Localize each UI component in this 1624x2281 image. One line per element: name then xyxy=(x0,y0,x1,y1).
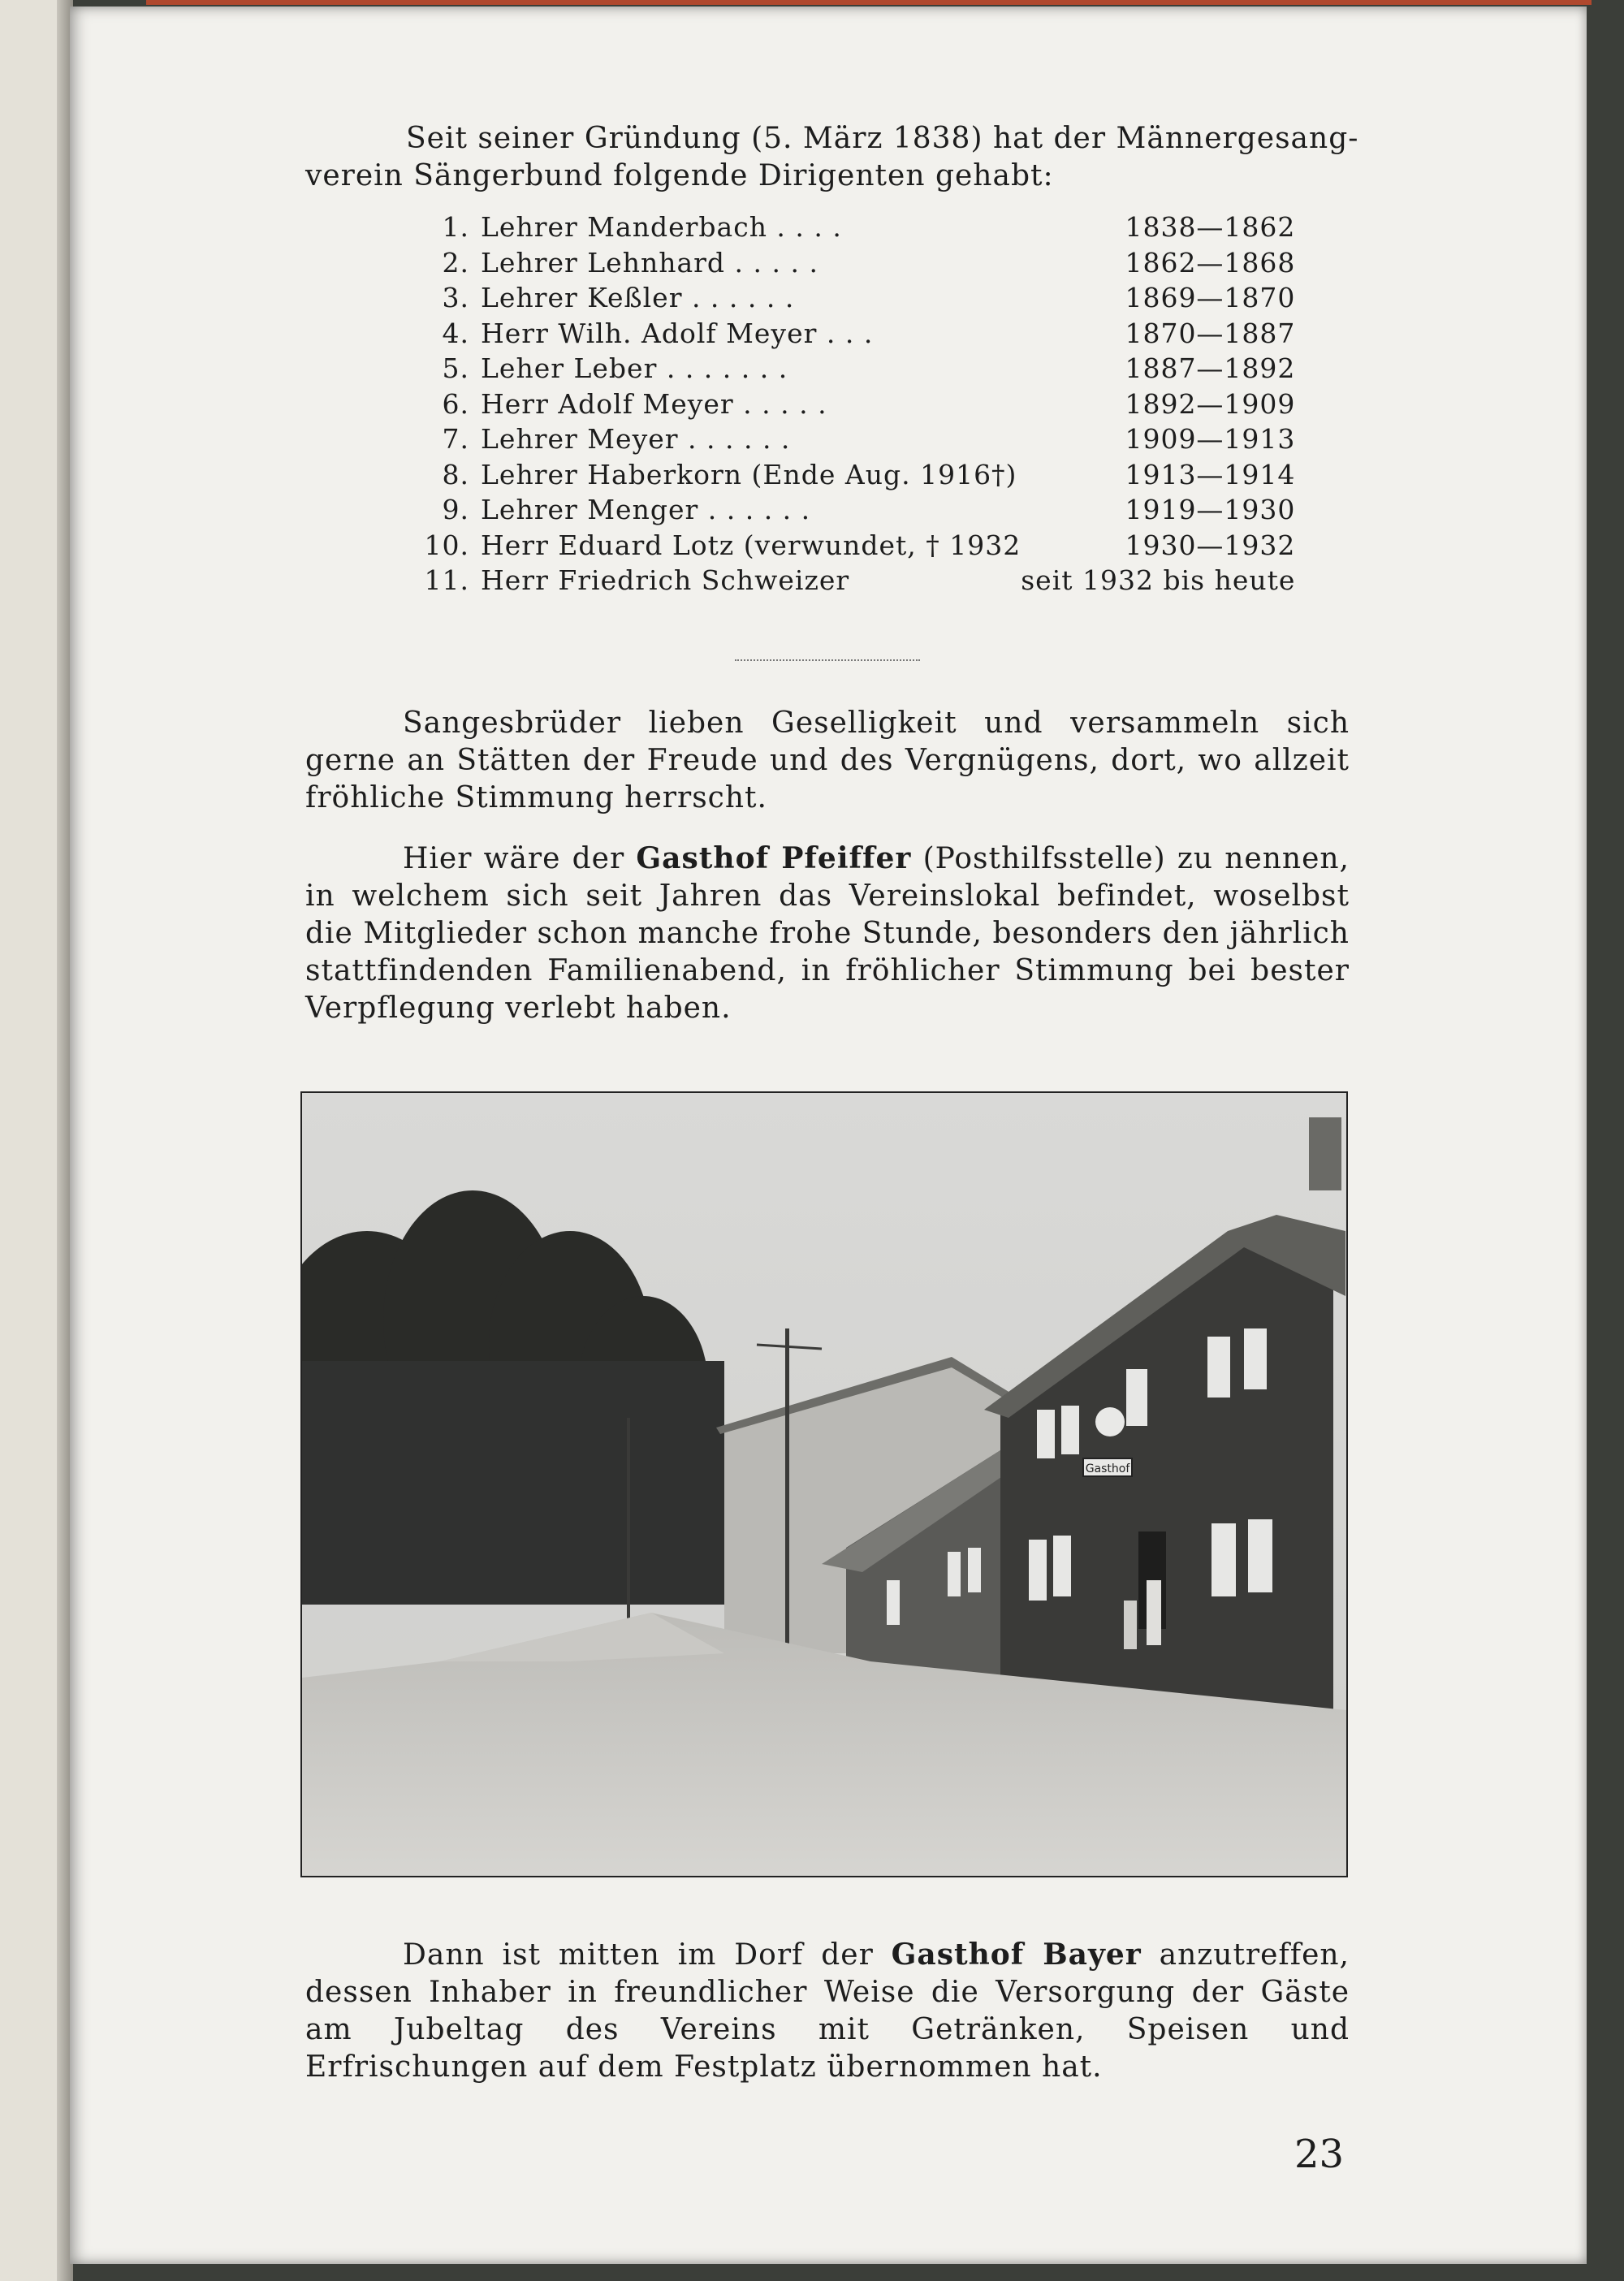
paragraph-2-after: (Posthilfsstelle) zu nennen, in welchem sich seit Jahren das Vereinslokal befindet, woselbst die Mitglieder schon manche frohe Stunde, besonders den jährlich stattfindenden Familienabend, in fröhlicher Stimmung bei bester Verpflegung verlebt haben. xyxy=(305,842,1350,1025)
paragraph-geselligkeit xyxy=(305,705,1350,817)
gasthof-sign-text: Gasthof xyxy=(1085,1462,1130,1475)
conductor-row xyxy=(422,492,1295,528)
page-number: 23 xyxy=(1294,2132,1345,2177)
paragraph-gasthof-bayer xyxy=(305,1936,1350,2086)
conductor-num: 6. xyxy=(442,387,469,420)
cover-edge xyxy=(146,0,1592,5)
conductor-row xyxy=(422,280,1295,316)
conductor-years: 1869—1870 xyxy=(1125,282,1296,313)
conductor-num: 5. xyxy=(442,352,469,384)
conductor-num: 1. xyxy=(442,211,469,243)
intro-line-2: verein Sängerbund folgende Dirigenten gehabt: xyxy=(305,159,1054,192)
person xyxy=(1147,1580,1161,1645)
conductor-years: 1887—1892 xyxy=(1125,352,1296,384)
paragraph-gasthof-pfeiffer xyxy=(305,840,1350,1027)
conductor-num: 8. xyxy=(442,458,469,490)
conductor-num: 4. xyxy=(442,317,469,349)
conductor-num: 3. xyxy=(442,282,469,313)
conductor-years: seit 1932 bis heute xyxy=(1021,564,1296,596)
conductor-num: 11. xyxy=(424,564,469,596)
section-divider xyxy=(735,659,920,663)
conductor-years: 1862—1868 xyxy=(1125,246,1296,279)
paragraph-2-before: Hier wäre der xyxy=(403,842,637,875)
conductor-years: 1892—1909 xyxy=(1125,387,1296,420)
conductor-years: 1913—1914 xyxy=(1125,458,1296,490)
street-scene-illustration xyxy=(302,1093,1346,1876)
paragraph-3-after: anzutreffen, dessen Inhaber in freundlicher Weise die Versorgung der Gäste am Jubeltag des Vereins mit Getränken, Speisen und Erfrischungen auf dem Festplatz übernommen hat. xyxy=(305,1938,1350,2084)
intro-line-1: Seit seiner Gründung (5. März 1838) hat der Männergesang- xyxy=(406,122,1359,155)
conductor-row xyxy=(422,316,1295,352)
conductor-years: 1930—1932 xyxy=(1125,529,1296,561)
conductor-row xyxy=(422,457,1295,493)
conductor-name: Herr Friedrich Schweizer xyxy=(481,564,850,596)
conductor-name: Lehrer Meyer . . . . . . xyxy=(481,423,791,455)
conductor-name: Lehrer Menger . . . . . . xyxy=(481,494,811,525)
person xyxy=(1124,1601,1137,1649)
conductor-row xyxy=(422,351,1295,387)
conductor-name: Herr Adolf Meyer . . . . . xyxy=(481,387,827,420)
conductor-row xyxy=(422,528,1295,564)
telegraph-pole xyxy=(785,1328,789,1670)
conductor-num: 10. xyxy=(424,529,469,561)
gasthof-bayer-name: Gasthof Bayer xyxy=(891,1938,1142,1972)
paragraph-3-before: Dann ist mitten im Dorf der xyxy=(403,1938,892,1972)
conductor-row xyxy=(422,245,1295,281)
conductor-years: 1919—1930 xyxy=(1125,494,1296,525)
conductor-name: Herr Eduard Lotz (verwundet, † 1932 xyxy=(481,529,1021,561)
conductor-row xyxy=(422,210,1295,245)
conductor-years: 1838—1862 xyxy=(1125,211,1296,243)
lamp-globe xyxy=(1095,1407,1125,1436)
conductor-years: 1870—1887 xyxy=(1125,317,1296,349)
conductor-row xyxy=(422,563,1295,598)
conductor-row xyxy=(422,387,1295,422)
conductor-list xyxy=(422,210,1295,598)
paragraph-1-text: Sangesbrüder lieben Geselligkeit und versammeln sich gerne an Stätten der Freude und des Vergnügens, dort, wo allzeit fröhliche Stimmung herrscht. xyxy=(305,706,1350,814)
conductor-name: Lehrer Lehnhard . . . . . xyxy=(481,246,818,279)
gasthof-photo xyxy=(300,1091,1348,1877)
conductor-num: 7. xyxy=(442,423,469,455)
conductor-name: Lehrer Haberkorn (Ende Aug. 1916†) xyxy=(481,458,1017,490)
conductor-name: Lehrer Keßler . . . . . . xyxy=(481,282,795,313)
conductor-name: Leher Leber . . . . . . . xyxy=(481,352,788,384)
intro-text xyxy=(305,120,1361,195)
conductor-years: 1909—1913 xyxy=(1125,423,1296,455)
conductor-row xyxy=(422,421,1295,457)
conductor-name: Lehrer Manderbach . . . . xyxy=(481,211,842,243)
conductor-num: 2. xyxy=(442,246,469,279)
gasthof-pfeiffer-name: Gasthof Pfeiffer xyxy=(636,841,912,875)
conductor-num: 9. xyxy=(442,494,469,525)
conductor-name: Herr Wilh. Adolf Meyer . . . xyxy=(481,317,874,349)
